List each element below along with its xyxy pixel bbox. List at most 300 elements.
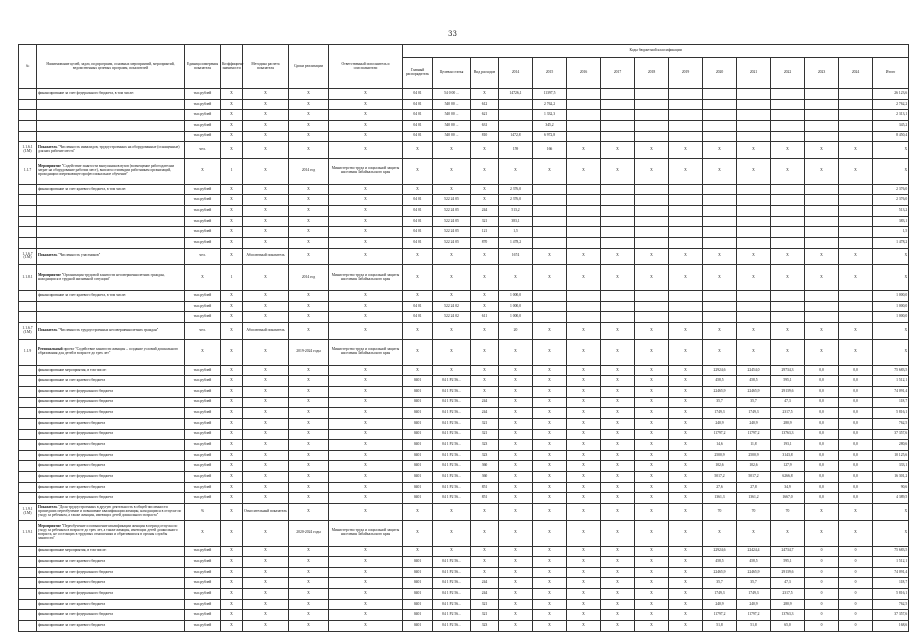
row-number	[19, 312, 37, 323]
year-value-cell: 0,0	[805, 386, 839, 397]
year-value-cell: X	[499, 578, 533, 589]
unit-cell: тыс.рублей	[185, 216, 221, 227]
year-value-cell	[839, 184, 873, 195]
row-number	[19, 120, 37, 131]
grbs-cell: 0401	[403, 578, 433, 589]
year-value-cell: X	[601, 386, 635, 397]
row-name	[37, 227, 185, 238]
year-value-cell: 0	[805, 546, 839, 557]
header-year: 2015	[533, 58, 567, 89]
target-article-cell: 04 1 P2 56...	[433, 429, 471, 440]
grbs-cell: 0401	[403, 493, 433, 504]
funding-row	[19, 120, 909, 131]
row-number	[19, 397, 37, 408]
total-cell: 8 450,4	[873, 131, 909, 142]
year-value-cell: X	[499, 397, 533, 408]
year-value-cell	[635, 99, 669, 110]
term-cell: X	[289, 493, 329, 504]
year-value-cell: X	[601, 142, 635, 159]
term-cell: X	[289, 89, 329, 100]
year-value-cell	[737, 237, 771, 248]
coefficient-cell: X	[221, 429, 243, 440]
year-value-cell	[703, 120, 737, 131]
year-value-cell: X	[499, 589, 533, 600]
coefficient-cell: X	[221, 376, 243, 387]
expense-type-cell: 611	[471, 312, 499, 323]
unit-cell: тыс.рублей	[185, 237, 221, 248]
responsible-cell: X	[329, 291, 403, 302]
coefficient-cell: X	[221, 339, 243, 365]
total-cell: 345,2	[873, 120, 909, 131]
year-value-cell: 2500,9	[737, 450, 771, 461]
method-cell: X	[243, 461, 289, 472]
total-cell: 1 512,1	[873, 557, 909, 568]
total-cell: 2 376,0	[873, 195, 909, 206]
grbs-cell: X	[403, 520, 433, 546]
year-value-cell: X	[499, 520, 533, 546]
method-cell: X	[243, 386, 289, 397]
responsible-cell: X	[329, 110, 403, 121]
term-cell: X	[289, 142, 329, 159]
total-cell: 1 000,0	[873, 312, 909, 323]
year-value-cell: X	[533, 546, 567, 557]
year-value-cell: 0,0	[805, 418, 839, 429]
total-cell: 333,1	[873, 461, 909, 472]
year-value-cell: X	[805, 265, 839, 291]
method-cell: X	[243, 578, 289, 589]
target-article-cell: 04 1 P2 56...	[433, 493, 471, 504]
year-value-cell: X	[635, 397, 669, 408]
year-value-cell: 20	[499, 323, 533, 340]
year-value-cell: 0,0	[805, 493, 839, 504]
grbs-cell: 04 01	[403, 206, 433, 217]
responsible-cell: X	[329, 503, 403, 520]
total-cell: X	[873, 158, 909, 184]
row-number	[19, 99, 37, 110]
year-value-cell: X	[839, 142, 873, 159]
funding-row	[19, 397, 909, 408]
target-article-cell: 522 24 05	[433, 216, 471, 227]
funding-row	[19, 429, 909, 440]
year-value-cell: X	[601, 589, 635, 600]
funding-row	[19, 599, 909, 610]
year-value-cell: 1 000,0	[499, 312, 533, 323]
header-budget-codes: Коды бюджетной классификации	[403, 45, 909, 58]
year-value-cell	[533, 227, 567, 238]
grbs-cell: 0401	[403, 621, 433, 632]
indicator-row	[19, 248, 909, 265]
unit-cell: тыс.рублей	[185, 376, 221, 387]
funding-row	[19, 557, 909, 568]
expense-type-cell: 360	[471, 461, 499, 472]
grbs-cell: X	[403, 339, 433, 365]
year-value-cell: 29139,6	[771, 567, 805, 578]
year-value-cell: 51,8	[737, 621, 771, 632]
row-name: финансирование за счет федерального бюджета	[37, 397, 185, 408]
unit-cell: тыс.рублей	[185, 312, 221, 323]
year-value-cell	[567, 120, 601, 131]
year-value-cell: X	[635, 142, 669, 159]
row-name: финансирование за счет краевого бюджета	[37, 440, 185, 451]
year-value-cell: X	[567, 493, 601, 504]
target-article-cell: 54 0 00 ...	[433, 89, 471, 100]
expense-type-cell: 244	[471, 206, 499, 217]
year-value-cell	[703, 291, 737, 302]
year-value-cell: X	[533, 450, 567, 461]
year-value-cell	[839, 301, 873, 312]
expense-type-cell: X	[471, 557, 499, 568]
year-value-cell	[839, 237, 873, 248]
year-value-cell	[737, 184, 771, 195]
year-value-cell: X	[805, 503, 839, 520]
method-cell: X	[243, 206, 289, 217]
target-article-cell: X	[433, 142, 471, 159]
responsible-cell: X	[329, 450, 403, 461]
year-value-cell: X	[601, 450, 635, 461]
year-value-cell: X	[669, 386, 703, 397]
total-cell: 2 762,2	[873, 99, 909, 110]
responsible-cell: X	[329, 418, 403, 429]
year-value-cell: 0	[805, 610, 839, 621]
row-number	[19, 195, 37, 206]
header-target-article: Целевая статья	[433, 58, 471, 89]
year-value-cell	[839, 291, 873, 302]
year-value-cell	[737, 216, 771, 227]
year-value-cell	[635, 301, 669, 312]
responsible-cell: X	[329, 184, 403, 195]
year-value-cell: 35,7	[703, 578, 737, 589]
year-value-cell: X	[533, 408, 567, 419]
total-cell: 280,6	[873, 440, 909, 451]
year-value-cell: 14,6	[703, 440, 737, 451]
year-value-cell: X	[499, 339, 533, 365]
target-article-cell: 04 1 P2 56...	[433, 461, 471, 472]
funding-row	[19, 567, 909, 578]
year-value-cell	[669, 301, 703, 312]
method-cell: X	[243, 408, 289, 419]
year-value-cell: 0,0	[839, 376, 873, 387]
year-value-cell	[669, 131, 703, 142]
year-value-cell: X	[737, 248, 771, 265]
event-row	[19, 520, 909, 546]
year-value-cell	[771, 195, 805, 206]
year-value-cell	[635, 291, 669, 302]
expense-type-cell: X	[471, 546, 499, 557]
row-number	[19, 227, 37, 238]
row-name: Региональный проект "Содействие занятости женщин – создание условий дошкольного образования для детей в возрасте до трех лет"	[37, 339, 185, 365]
year-value-cell: X	[669, 440, 703, 451]
expense-type-cell: X	[471, 339, 499, 365]
year-value-cell: X	[567, 365, 601, 376]
year-value-cell	[771, 206, 805, 217]
year-value-cell: X	[839, 248, 873, 265]
row-number: 1.1.6.1 (I.M)	[19, 142, 37, 159]
coefficient-cell: X	[221, 89, 243, 100]
grbs-cell: X	[403, 546, 433, 557]
row-number	[19, 450, 37, 461]
row-number	[19, 365, 37, 376]
total-cell: 74 091,4	[873, 567, 909, 578]
year-value-cell: 102,6	[703, 461, 737, 472]
unit-cell: X	[185, 339, 221, 365]
year-value-cell: 0,0	[839, 429, 873, 440]
row-name	[37, 99, 185, 110]
total-cell: 16 301,2	[873, 472, 909, 483]
funding-row	[19, 99, 909, 110]
year-value-cell	[771, 99, 805, 110]
year-value-cell: X	[567, 440, 601, 451]
year-value-cell: X	[669, 376, 703, 387]
year-value-cell	[771, 312, 805, 323]
year-value-cell: X	[635, 557, 669, 568]
responsible-cell: X	[329, 386, 403, 397]
year-value-cell: X	[669, 546, 703, 557]
year-value-cell: X	[533, 503, 567, 520]
year-value-cell	[601, 237, 635, 248]
method-cell: X	[243, 546, 289, 557]
year-value-cell: 11797,2	[703, 429, 737, 440]
responsible-cell: X	[329, 408, 403, 419]
coefficient-cell: X	[221, 120, 243, 131]
year-value-cell: 0,0	[839, 493, 873, 504]
coefficient-cell: X	[221, 323, 243, 340]
grbs-cell: 0401	[403, 418, 433, 429]
coefficient-cell: X	[221, 195, 243, 206]
year-value-cell	[737, 206, 771, 217]
year-value-cell: X	[601, 461, 635, 472]
year-value-cell	[737, 131, 771, 142]
expense-type-cell: X	[471, 376, 499, 387]
method-cell: X	[243, 227, 289, 238]
year-value-cell: X	[499, 482, 533, 493]
responsible-cell: X	[329, 216, 403, 227]
year-value-cell: X	[669, 397, 703, 408]
funding-row	[19, 386, 909, 397]
responsible-cell: X	[329, 376, 403, 387]
coefficient-cell: X	[221, 131, 243, 142]
row-number	[19, 557, 37, 568]
year-value-cell: X	[635, 265, 669, 291]
year-value-cell	[703, 110, 737, 121]
total-cell: 26 123,6	[873, 89, 909, 100]
year-value-cell	[737, 89, 771, 100]
year-value-cell: X	[567, 610, 601, 621]
year-value-cell	[771, 227, 805, 238]
row-name: финансирование за счет краевого бюджета	[37, 557, 185, 568]
year-value-cell	[533, 291, 567, 302]
year-value-cell: X	[771, 323, 805, 340]
year-value-cell: 35,7	[737, 397, 771, 408]
responsible-cell: X	[329, 312, 403, 323]
unit-cell: тыс.рублей	[185, 386, 221, 397]
year-value-cell: 29734,3	[771, 365, 805, 376]
year-value-cell	[669, 206, 703, 217]
year-value-cell: X	[635, 440, 669, 451]
year-value-cell: X	[635, 450, 669, 461]
year-value-cell: X	[669, 472, 703, 483]
expense-type-cell: 323	[471, 440, 499, 451]
unit-cell: тыс.рублей	[185, 206, 221, 217]
year-value-cell	[499, 99, 533, 110]
grbs-cell: X	[403, 184, 433, 195]
year-value-cell: 2317,5	[771, 408, 805, 419]
funding-row	[19, 216, 909, 227]
year-value-cell: X	[669, 578, 703, 589]
year-value-cell: X	[601, 482, 635, 493]
unit-cell: тыс.рублей	[185, 301, 221, 312]
grbs-cell: X	[403, 248, 433, 265]
year-value-cell: 1361,3	[703, 493, 737, 504]
year-value-cell: 0,0	[805, 461, 839, 472]
year-value-cell	[533, 237, 567, 248]
year-value-cell: X	[567, 621, 601, 632]
row-name: финансирование за счет федерального бюджета	[37, 610, 185, 621]
row-name: Показатель "Доля трудоустроенных в другую деятельность в общей численности прошедших переобучение и повышение квалификации женщин, находящихся в отпуске по уходу за ребенком, а также женщин, имеющих детей дошкольного возраста"	[37, 503, 185, 520]
year-value-cell: X	[567, 408, 601, 419]
unit-cell: тыс.рублей	[185, 99, 221, 110]
term-cell: X	[289, 408, 329, 419]
header-term: Сроки реализации	[289, 45, 329, 89]
row-name	[37, 120, 185, 131]
term-cell: X	[289, 503, 329, 520]
year-value-cell: X	[601, 323, 635, 340]
method-cell: X	[243, 99, 289, 110]
row-number: 1.1.9	[19, 339, 37, 365]
expense-type-cell: 321	[471, 610, 499, 621]
year-value-cell: X	[533, 339, 567, 365]
target-article-cell: X	[433, 248, 471, 265]
method-cell: X	[243, 365, 289, 376]
responsible-cell: Министерство труда и социальной защиты населения Забайкальского края	[329, 520, 403, 546]
header-year: 2021	[737, 58, 771, 89]
year-value-cell: X	[703, 323, 737, 340]
year-value-cell: X	[499, 158, 533, 184]
funding-row	[19, 206, 909, 217]
year-value-cell: X	[533, 429, 567, 440]
responsible-cell: Министерство труда и социальной защиты населения Забайкальского края	[329, 265, 403, 291]
row-number	[19, 461, 37, 472]
method-cell: X	[243, 195, 289, 206]
unit-cell: тыс.рублей	[185, 461, 221, 472]
year-value-cell: X	[635, 461, 669, 472]
total-cell: 1,5	[873, 227, 909, 238]
header-year: 2017	[601, 58, 635, 89]
year-value-cell: 0,0	[839, 365, 873, 376]
grbs-cell: 04 01	[403, 89, 433, 100]
row-number	[19, 610, 37, 621]
year-value-cell	[669, 216, 703, 227]
row-number	[19, 599, 37, 610]
year-value-cell: X	[499, 265, 533, 291]
grbs-cell: 0401	[403, 482, 433, 493]
year-value-cell: X	[601, 493, 635, 504]
year-value-cell: 35,7	[703, 397, 737, 408]
year-value-cell: 0,0	[839, 386, 873, 397]
method-cell: X	[243, 621, 289, 632]
row-name	[37, 301, 185, 312]
row-number	[19, 291, 37, 302]
method-cell: X	[243, 397, 289, 408]
term-cell: X	[289, 248, 329, 265]
term-cell: X	[289, 206, 329, 217]
method-cell: X	[243, 237, 289, 248]
header-year: 2014	[499, 58, 533, 89]
year-value-cell: 0	[839, 557, 873, 568]
row-number	[19, 216, 37, 227]
row-name: финансирование за счет федерального бюджета	[37, 429, 185, 440]
target-article-cell: 04 1 P2 56...	[433, 408, 471, 419]
year-value-cell: X	[635, 418, 669, 429]
year-value-cell: 0,0	[805, 440, 839, 451]
year-value-cell: X	[839, 503, 873, 520]
row-name: финансирование за счет краевого бюджета	[37, 376, 185, 387]
year-value-cell: 2 376,0	[499, 184, 533, 195]
coefficient-cell: 1	[221, 158, 243, 184]
term-cell: X	[289, 365, 329, 376]
coefficient-cell: X	[221, 418, 243, 429]
header-year: 2024	[839, 58, 873, 89]
unit-cell: тыс.рублей	[185, 365, 221, 376]
year-value-cell: X	[635, 493, 669, 504]
unit-cell: чел.	[185, 248, 221, 265]
target-article-cell: 540 00 ...	[433, 131, 471, 142]
coefficient-cell: 1	[221, 265, 243, 291]
grbs-cell: 04 01	[403, 237, 433, 248]
year-value-cell: 51,8	[703, 621, 737, 632]
year-value-cell	[601, 206, 635, 217]
grbs-cell: 0401	[403, 386, 433, 397]
header-year: 2020	[703, 58, 737, 89]
year-value-cell: X	[601, 339, 635, 365]
row-name: Мероприятие "Организация трудовой занятости несовершеннолетних граждан, находящихся в трудной жизненной ситуации"	[37, 265, 185, 291]
year-value-cell: X	[669, 599, 703, 610]
year-value-cell: 22924,6	[703, 546, 737, 557]
year-value-cell: X	[533, 599, 567, 610]
year-value-cell: 22465,9	[703, 386, 737, 397]
year-value-cell: 0,0	[805, 429, 839, 440]
year-value-cell: 1749,3	[703, 589, 737, 600]
header-year: 2016	[567, 58, 601, 89]
total-cell: X	[873, 339, 909, 365]
year-value-cell: X	[567, 472, 601, 483]
target-article-cell: 04 1 P2 56...	[433, 610, 471, 621]
responsible-cell: X	[329, 237, 403, 248]
year-value-cell: X	[601, 567, 635, 578]
year-value-cell: 47,3	[771, 397, 805, 408]
year-value-cell: X	[771, 248, 805, 265]
grbs-cell: 04 01	[403, 131, 433, 142]
year-value-cell: X	[703, 248, 737, 265]
year-value-cell: X	[635, 376, 669, 387]
year-value-cell: X	[567, 376, 601, 387]
row-name: финансирование за счет краевого бюджета	[37, 482, 185, 493]
target-article-cell: 522 24 05	[433, 206, 471, 217]
year-value-cell: X	[805, 248, 839, 265]
unit-cell: тыс.рублей	[185, 621, 221, 632]
year-value-cell	[533, 216, 567, 227]
year-value-cell: X	[499, 429, 533, 440]
coefficient-cell: X	[221, 216, 243, 227]
method-cell: X	[243, 557, 289, 568]
year-value-cell: X	[669, 142, 703, 159]
total-cell: 1 478,2	[873, 237, 909, 248]
coefficient-cell: X	[221, 110, 243, 121]
year-value-cell: 70	[737, 503, 771, 520]
grbs-cell: X	[403, 503, 433, 520]
target-article-cell: 522 24 05	[433, 227, 471, 238]
year-value-cell: 0	[839, 621, 873, 632]
year-value-cell	[669, 195, 703, 206]
